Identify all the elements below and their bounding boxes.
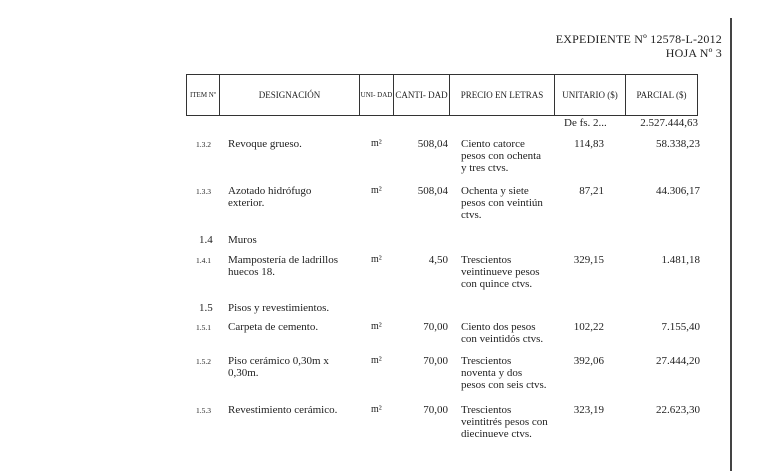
item-price-letters: pesos con ochenta (461, 150, 542, 162)
item-designation: 0,30m. (228, 367, 259, 379)
item-quantity: 70,00 (423, 321, 448, 333)
item-unit: m² (371, 355, 382, 366)
item-unit: m² (371, 321, 382, 332)
item-number: 1.5 (199, 302, 213, 314)
item-price-letters: Ciento catorce (461, 138, 525, 150)
item-number: 1.4 (199, 234, 213, 246)
item-unit-price: 114,83 (574, 138, 604, 150)
item-unit: m² (371, 138, 382, 149)
item-designation: Pisos y revestimientos. (228, 302, 330, 314)
item-price-letters: Trescientos (461, 404, 512, 416)
item-price-letters: ctvs. (461, 209, 482, 221)
header-item: ITEM Nº (189, 90, 217, 99)
carry-label: De fs. 2... (564, 117, 607, 129)
item-number: 1.5.3 (196, 406, 211, 415)
item-partial: 58.338,23 (656, 138, 700, 150)
item-partial: 44.306,17 (656, 185, 700, 197)
item-unit: m² (371, 185, 382, 196)
header-cantidad: CANTI- DAD (395, 89, 448, 100)
expediente-number: EXPEDIENTE Nº 12578-L-2012 (555, 32, 722, 46)
item-price-letters: Trescientos (461, 355, 512, 367)
item-number: 1.3.2 (196, 140, 211, 149)
item-quantity: 508,04 (417, 138, 448, 150)
item-designation: Piso cerámico 0,30m x (228, 355, 329, 367)
header-parcial: PARCIAL ($) (636, 89, 687, 100)
header-unitario: UNITARIO ($) (562, 89, 618, 100)
item-quantity: 4,50 (428, 254, 448, 266)
item-price-letters: diecinueve ctvs. (461, 428, 532, 440)
item-number: 1.5.1 (196, 323, 211, 332)
item-price-letters: veintitrés pesos con (461, 416, 548, 428)
item-number: 1.4.1 (196, 256, 211, 265)
item-quantity: 508,04 (417, 185, 448, 197)
item-partial: 22.623,30 (656, 404, 700, 416)
item-partial: 27.444,20 (656, 355, 700, 367)
item-designation: Revoque grueso. (228, 138, 302, 150)
item-price-letters: Ochenta y siete (461, 185, 529, 197)
item-unit-price: 392,06 (573, 355, 604, 367)
header-precio: PRECIO EN LETRAS (460, 89, 544, 100)
item-price-letters: y tres ctvs. (461, 162, 509, 174)
item-designation: exterior. (228, 197, 265, 209)
item-designation: Azotado hidrófugo (228, 185, 312, 197)
item-price-letters: con veintidós ctvs. (461, 333, 544, 345)
item-price-letters: veintinueve pesos (461, 266, 540, 278)
carry-value: 2.527.444,63 (640, 117, 698, 129)
item-designation: Mampostería de ladrillos (228, 254, 338, 266)
table-header (186, 74, 698, 116)
item-price-letters: Trescientos (461, 254, 512, 266)
item-designation: Revestimiento cerámico. (228, 404, 338, 416)
item-unit: m² (371, 254, 382, 265)
item-price-letters: pesos con veintiún (461, 197, 543, 209)
item-unit-price: 329,15 (573, 254, 604, 266)
item-number: 1.3.3 (196, 187, 211, 196)
item-unit-price: 87,21 (579, 185, 604, 197)
item-designation: Carpeta de cemento. (228, 321, 319, 333)
item-designation: Muros (228, 234, 257, 246)
item-price-letters: Ciento dos pesos (461, 321, 536, 333)
header-unidad: UNI- DAD (360, 90, 393, 99)
header-designacion: DESIGNACIÓN (258, 89, 321, 100)
item-quantity: 70,00 (423, 355, 448, 367)
item-unit-price: 102,22 (573, 321, 604, 333)
item-number: 1.5.2 (196, 357, 211, 366)
item-price-letters: noventa y dos (461, 367, 523, 379)
sheet-number: HOJA Nº 3 (665, 46, 722, 60)
item-price-letters: pesos con seis ctvs. (461, 379, 547, 391)
item-partial: 7.155,40 (661, 321, 700, 333)
item-unit: m² (371, 404, 382, 415)
item-unit-price: 323,19 (573, 404, 604, 416)
item-price-letters: con quince ctvs. (461, 278, 533, 290)
item-designation: huecos 18. (228, 266, 276, 278)
item-quantity: 70,00 (423, 404, 448, 416)
item-partial: 1.481,18 (661, 254, 700, 266)
page-edge-line (730, 18, 732, 471)
